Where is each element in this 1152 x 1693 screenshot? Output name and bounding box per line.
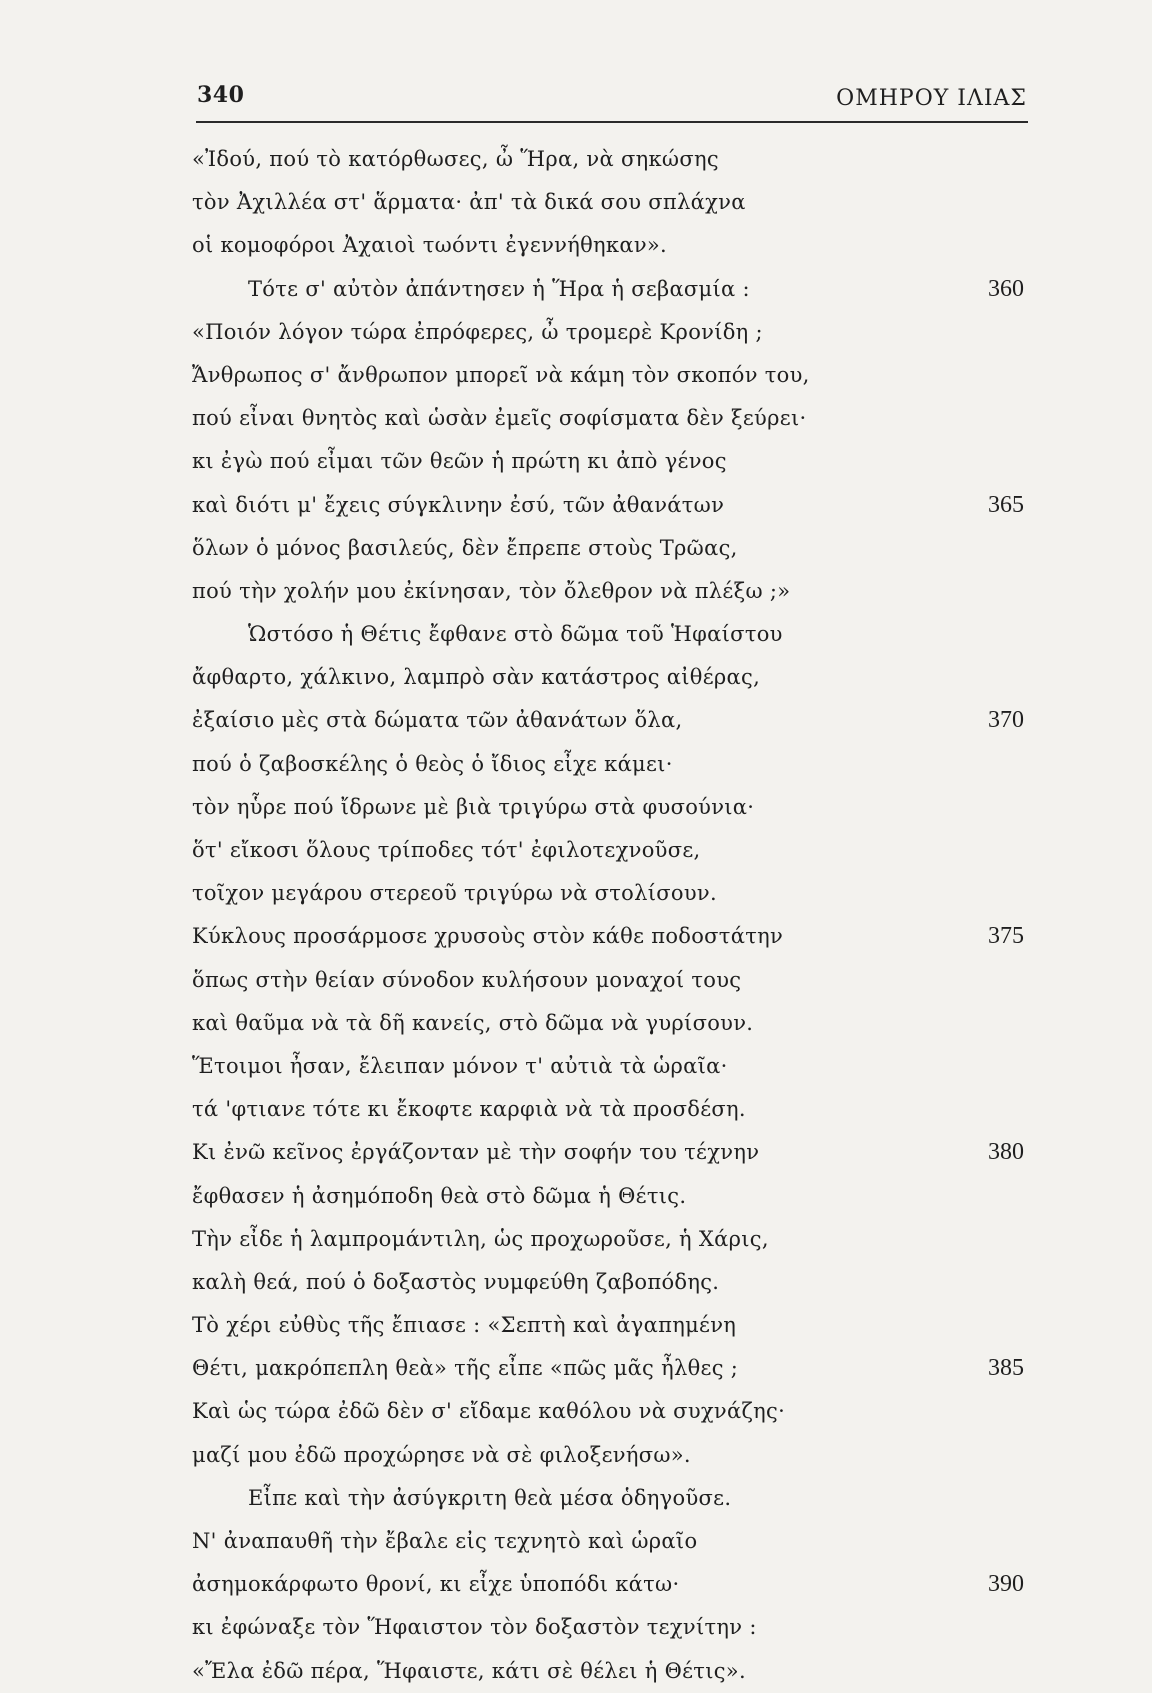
verse-line xyxy=(0,1434,1152,1477)
verse-line xyxy=(0,268,1152,311)
verse-line xyxy=(0,1002,1152,1045)
verse-line xyxy=(0,397,1152,440)
verse-line xyxy=(0,915,1152,958)
verse-text: «Ἰδού, πού τὸ κατόρθωσες, ὦ Ἥρα, νὰ σηκώσης xyxy=(192,147,719,171)
verse-text: Ἄνθρωπος σ' ἄνθρωπον μπορεῖ νὰ κάμη τὸν σκοπόν του, xyxy=(192,362,810,387)
verse-text: τοῖχον μεγάρου στερεοῦ τριγύρω νὰ στολίσουν. xyxy=(192,881,717,906)
line-number: 375 xyxy=(988,923,1024,950)
verse-line xyxy=(0,527,1152,570)
verse-text: τά 'φτιανε τότε κι ἔκοφτε καρφιὰ νὰ τὰ προσδέση. xyxy=(192,1097,746,1122)
verse-line xyxy=(0,1606,1152,1649)
running-head: ΟΜΗΡΟΥ ΙΛΙΑΣ xyxy=(836,86,1027,111)
verse-line xyxy=(0,1650,1152,1693)
verse-line xyxy=(0,786,1152,829)
verse-text: μαζί μου ἐδῶ προχώρησε νὰ σὲ φιλοξενήσω». xyxy=(192,1442,691,1467)
verse-line xyxy=(0,1304,1152,1347)
verse-text: Τότε σ' αὐτὸν ἀπάντησεν ἡ Ἥρα ἡ σεβασμία : xyxy=(248,276,750,301)
verse-line xyxy=(0,354,1152,397)
verse-text: ἄφθαρτο, χάλκινο, λαμπρὸ σὰν κατάστρος αἰθέρας, xyxy=(192,665,761,690)
verse-text: ἐξαίσιο μὲς στὰ δώματα τῶν ἀθανάτων ὅλα, xyxy=(192,708,683,733)
verse-text: Καὶ ὡς τώρα ἐδῶ δὲν σ' εἴδαμε καθόλου νὰ συχνάζης· xyxy=(192,1399,786,1424)
verse-text: ἀσημοκάρφωτο θρονί, κι εἶχε ὑποπόδι κάτω· xyxy=(192,1572,680,1597)
verse-text: «Ἔλα ἐδῶ πέρα, Ἥφαιστε, κάτι σὲ θέλει ἡ Θέτις». xyxy=(192,1658,746,1683)
verse-line xyxy=(0,1175,1152,1218)
line-number: 390 xyxy=(988,1571,1024,1598)
verse-line xyxy=(0,1520,1152,1563)
line-number: 380 xyxy=(988,1139,1024,1166)
verse-text: Εἶπε καὶ τὴν ἀσύγκριτη θεὰ μέσα ὁδηγοῦσε. xyxy=(248,1485,732,1510)
verse-line xyxy=(0,484,1152,527)
verse-text: «Ποιόν λόγον τώρα ἐπρόφερες, ὦ τρομερὲ Κρονίδη ; xyxy=(192,319,763,344)
verse-text: ἔφθασεν ἡ ἀσημόποδη θεὰ στὸ δῶμα ἡ Θέτις. xyxy=(192,1183,687,1208)
verse-text: καὶ διότι μ' ἔχεις σύγκλινην ἐσύ, τῶν ἀθανάτων xyxy=(192,492,725,517)
verse-text: Ἕτοιμοι ἦσαν, ἔλειπαν μόνον τ' αὐτιὰ τὰ ὡραῖα· xyxy=(192,1053,728,1078)
header-rule xyxy=(196,121,1028,123)
verse-text: ὅτ' εἴκοσι ὅλους τρίποδες τότ' ἐφιλοτεχνοῦσε, xyxy=(192,838,701,862)
verse-line xyxy=(0,1261,1152,1304)
verse-text: τὸν ηὗρε πού ἴδρωνε μὲ βιὰ τριγύρω στὰ φυσούνια· xyxy=(192,794,755,819)
verse-text: ὅπως στὴν θείαν σύνοδον κυλήσουν μοναχοί τους xyxy=(192,967,742,992)
line-number: 385 xyxy=(988,1355,1024,1382)
line-number: 365 xyxy=(988,491,1024,518)
verse-text: πού εἶναι θνητὸς καὶ ὡσὰν ἐμεῖς σοφίσματα δὲν ξεύρει· xyxy=(192,406,807,431)
verse-line xyxy=(0,959,1152,1002)
verse-text: Ν' ἀναπαυθῆ τὴν ἔβαλε εἰς τεχνητὸ καὶ ὡραῖο xyxy=(192,1529,698,1553)
verse-text: κι ἐγὼ πού εἶμαι τῶν θεῶν ἡ πρώτη κι ἀπὸ γένος xyxy=(192,449,727,474)
verse-line xyxy=(0,1131,1152,1174)
verse-line xyxy=(0,872,1152,915)
verse-text: Τὸ χέρι εὐθὺς τῆς ἔπιασε : «Σεπτὴ καὶ ἀγαπημένη xyxy=(192,1313,737,1338)
verse-text: πού ὁ ζαβοσκέλης ὁ θεὸς ὁ ἴδιος εἶχε κάμει· xyxy=(192,751,673,776)
verse-text: τὸν Ἀχιλλέα στ' ἅρματα· ἀπ' τὰ δικά σου σπλάχνα xyxy=(192,190,746,215)
verse-text: Θέτι, μακρόπεπλη θεὰ» τῆς εἶπε «πῶς μᾶς ἦλθες ; xyxy=(192,1356,739,1381)
verse-line xyxy=(0,656,1152,699)
verse-text: πού τὴν χολήν μου ἐκίνησαν, τὸν ὄλεθρον νὰ πλέξω ;» xyxy=(192,578,791,603)
verse-line xyxy=(0,613,1152,656)
verse-line xyxy=(0,1088,1152,1131)
verse-line xyxy=(0,1563,1152,1606)
verse-line xyxy=(0,1347,1152,1390)
verse-line xyxy=(0,1218,1152,1261)
verse-line xyxy=(0,440,1152,483)
verse-text: Τὴν εἶδε ἡ λαμπρομάντιλη, ὡς προχωροῦσε, ἡ Χάρις, xyxy=(192,1226,769,1251)
verse-line xyxy=(0,1045,1152,1088)
verse-line xyxy=(0,1477,1152,1520)
verse-line xyxy=(0,570,1152,613)
verse-text: ὅλων ὁ μόνος βασιλεύς, δὲν ἔπρεπε στοὺς Τρῶας, xyxy=(192,535,738,560)
verse-text: κι ἐφώναξε τὸν Ἥφαιστον τὸν δοξαστὸν τεχνίτην : xyxy=(192,1615,757,1640)
verse-text: Ὡστόσο ἡ Θέτις ἔφθανε στὸ δῶμα τοῦ Ἡφαίστου xyxy=(248,622,783,647)
verse-text: Κι ἐνῶ κεῖνος ἐργάζονταν μὲ τὴν σοφήν του τέχνην xyxy=(192,1140,760,1165)
verse-block xyxy=(0,138,1152,1693)
line-number: 360 xyxy=(988,275,1024,302)
line-number: 370 xyxy=(988,707,1024,734)
verse-line xyxy=(0,699,1152,742)
verse-line xyxy=(0,181,1152,224)
verse-line xyxy=(0,138,1152,181)
verse-line xyxy=(0,224,1152,267)
verse-line xyxy=(0,1390,1152,1433)
verse-text: Κύκλους προσάρμοσε χρυσοὺς στὸν κάθε ποδοστάτην xyxy=(192,924,784,949)
verse-text: καὶ θαῦμα νὰ τὰ δῆ κανείς, στὸ δῶμα νὰ γυρίσουν. xyxy=(192,1010,754,1035)
verse-text: καλὴ θεά, πού ὁ δοξαστὸς νυμφεύθη ζαβοπόδης. xyxy=(192,1269,720,1294)
verse-line xyxy=(0,829,1152,872)
verse-line xyxy=(0,311,1152,354)
verse-line xyxy=(0,743,1152,786)
page-number: 340 xyxy=(197,82,245,108)
verse-text: οἱ κομοφόροι Ἀχαιοὶ τωόντι ἐγεννήθηκαν». xyxy=(192,233,668,258)
